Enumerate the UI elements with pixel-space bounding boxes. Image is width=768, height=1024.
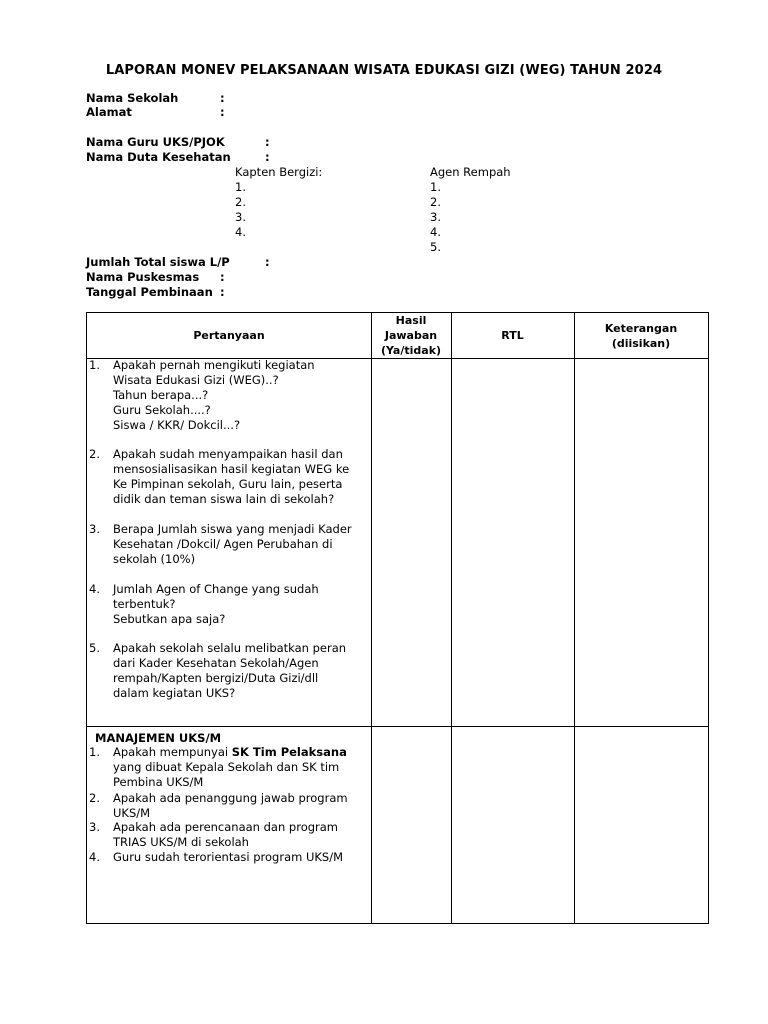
kapten-item: 3. xyxy=(235,210,246,224)
question-text xyxy=(113,745,371,790)
header-pertanyaan: Pertanyaan xyxy=(193,329,265,342)
question-text xyxy=(113,791,371,821)
question-number: 1. xyxy=(89,358,100,372)
header-hasil-line: Hasil xyxy=(395,314,427,327)
header-hasil-line: (Ya/tidak) xyxy=(380,344,442,357)
header-keterangan xyxy=(574,321,708,351)
agen-heading: Agen Rempah xyxy=(430,165,511,179)
question-line: Apakah ada perencanaan dan program xyxy=(113,820,339,834)
question-number: 4. xyxy=(89,582,100,596)
question-line xyxy=(113,745,371,760)
question-line-bold: SK Tim Pelaksana xyxy=(231,745,347,759)
question-line: Apakah sekolah selalu melibatkan peran xyxy=(113,641,347,655)
label-nama-puskesmas: Nama Puskesmas xyxy=(86,270,200,284)
label-jumlah-siswa: Jumlah Total siswa L/P xyxy=(86,255,230,269)
agen-item: 3. xyxy=(430,210,441,224)
agen-item: 2. xyxy=(430,195,441,209)
question-text xyxy=(113,582,371,627)
question-line: dalam kegiatan UKS? xyxy=(113,686,236,700)
question-line: mensosialisasikan hasil kegiatan WEG ke xyxy=(113,462,350,476)
question-text xyxy=(113,522,371,567)
question-line: rempah/Kapten bergizi/Duta Gizi/dll xyxy=(113,671,319,685)
question-line: Apakah pernah mengikuti kegiatan xyxy=(113,358,315,372)
question-line: yang dibuat Kepala Sekolah dan SK tim xyxy=(113,760,340,774)
question-line-pre: Apakah mempunyai xyxy=(113,745,232,759)
table-divider xyxy=(371,313,372,923)
colon-nama-puskesmas: : xyxy=(220,270,225,284)
question-text xyxy=(113,850,371,865)
table-divider xyxy=(574,313,575,923)
label-nama-guru: Nama Guru UKS/PJOK xyxy=(86,135,225,149)
question-line: Apakah ada penanggung jawab program xyxy=(113,791,348,805)
kapten-item: 2. xyxy=(235,195,246,209)
agen-item: 4. xyxy=(430,225,441,239)
question-line: Sebutkan apa saja? xyxy=(113,612,226,626)
question-line: Pembina UKS/M xyxy=(113,775,204,789)
question-line: Wisata Edukasi Gizi (WEG)..? xyxy=(113,373,279,387)
question-number: 5. xyxy=(89,641,100,655)
question-line: Siswa / KKR/ Dokcil...? xyxy=(113,418,241,432)
question-line: Tahun berapa...? xyxy=(113,388,209,402)
question-line: didik dan teman siswa lain di sekolah? xyxy=(113,492,335,506)
header-keterangan-line: (diisikan) xyxy=(611,337,671,350)
question-number: 3. xyxy=(89,522,100,536)
monev-table xyxy=(86,312,709,924)
question-number: 1. xyxy=(89,745,100,759)
label-tanggal: Tanggal Pembinaan xyxy=(86,285,213,299)
section-heading-manajemen: MANAJEMEN UKS/M xyxy=(95,731,222,745)
question-line: Guru sudah terorientasi program UKS/M xyxy=(113,850,344,864)
question-line: Berapa Jumlah siswa yang menjadi Kader xyxy=(113,522,352,536)
header-hasil-line: Jawaban xyxy=(384,329,438,342)
agen-item: 1. xyxy=(430,180,441,194)
colon-tanggal: : xyxy=(220,285,225,299)
question-line: terbentuk? xyxy=(113,597,176,611)
document-title: LAPORAN MONEV PELAKSANAAN WISATA EDUKASI GIZI (WEG) TAHUN 2024 xyxy=(105,63,663,78)
colon-alamat: : xyxy=(220,105,225,119)
kapten-heading: Kapten Bergizi: xyxy=(235,165,323,179)
colon-nama-sekolah: : xyxy=(220,91,225,105)
question-number: 3. xyxy=(89,820,100,834)
colon-nama-duta: : xyxy=(265,150,270,164)
kapten-item: 1. xyxy=(235,180,246,194)
question-text xyxy=(113,820,371,850)
label-alamat: Alamat xyxy=(86,105,132,119)
question-line: UKS/M xyxy=(113,806,151,820)
question-text xyxy=(113,358,371,433)
colon-nama-guru: : xyxy=(265,135,270,149)
label-nama-sekolah: Nama Sekolah xyxy=(86,91,179,105)
question-text xyxy=(113,447,371,507)
table-section-divider xyxy=(87,726,708,727)
question-line: dari Kader Kesehatan Sekolah/Agen xyxy=(113,656,319,670)
question-number: 4. xyxy=(89,850,100,864)
header-hasil xyxy=(371,313,451,358)
question-line: sekolah (10%) xyxy=(113,552,196,566)
header-rtl: RTL xyxy=(501,329,524,342)
question-line: Apakah sudah menyampaikan hasil dan xyxy=(113,447,343,461)
question-line: Kesehatan /Dokcil/ Agen Perubahan di xyxy=(113,537,333,551)
colon-jumlah-siswa: : xyxy=(265,255,270,269)
question-number: 2. xyxy=(89,791,100,805)
table-divider xyxy=(451,313,452,923)
question-line: TRIAS UKS/M di sekolah xyxy=(113,835,249,849)
label-nama-duta: Nama Duta Kesehatan xyxy=(86,150,231,164)
question-text xyxy=(113,641,371,701)
header-keterangan-line: Keterangan xyxy=(604,322,678,335)
kapten-item: 4. xyxy=(235,225,246,239)
question-line: Ke Pimpinan sekolah, Guru lain, peserta xyxy=(113,477,343,491)
agen-item: 5. xyxy=(430,240,441,254)
question-number: 2. xyxy=(89,447,100,461)
question-line: Jumlah Agen of Change yang sudah xyxy=(113,582,319,596)
question-line: Guru Sekolah....? xyxy=(113,403,211,417)
